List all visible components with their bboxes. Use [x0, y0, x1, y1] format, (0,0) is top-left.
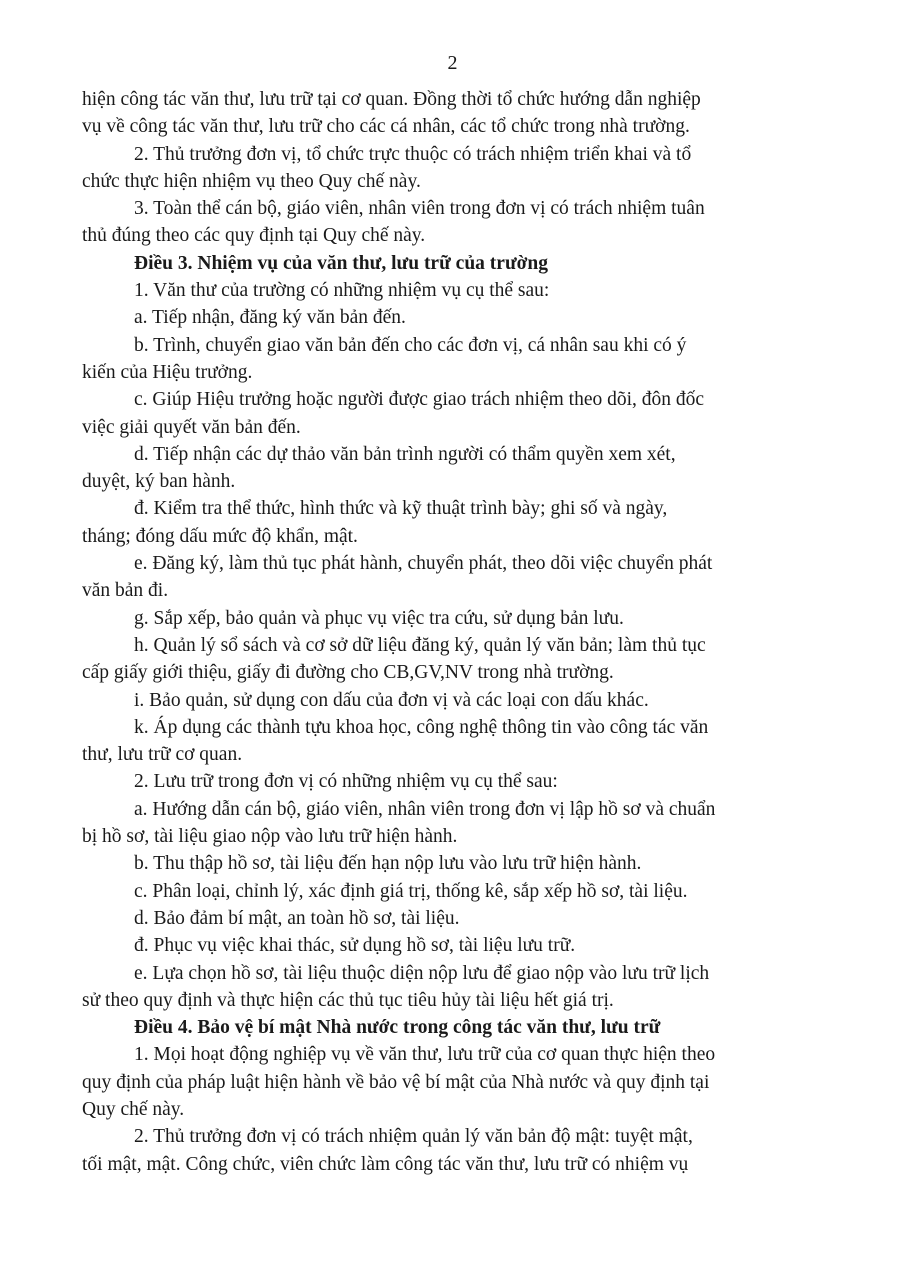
- text-line: thư, lưu trữ cơ quan.: [82, 744, 243, 766]
- text-line: cấp giấy giới thiệu, giấy đi đường cho CB,GV,NV trong nhà trường.: [82, 662, 614, 684]
- text-line: e. Lựa chọn hồ sơ, tài liệu thuộc diện nộp lưu để giao nộp vào lưu trữ lịch: [134, 962, 710, 984]
- text-line: bị hồ sơ, tài liệu giao nộp vào lưu trữ hiện hành.: [82, 826, 458, 848]
- text-line: thủ đúng theo các quy định tại Quy chế này.: [82, 225, 426, 247]
- text-line: e. Đăng ký, làm thủ tục phát hành, chuyển phát, theo dõi việc chuyển phát: [134, 553, 713, 575]
- text-line: việc giải quyết văn bản đến.: [82, 416, 301, 438]
- text-line: a. Hướng dẫn cán bộ, giáo viên, nhân viên trong đơn vị lập hồ sơ và chuẩn: [134, 798, 716, 820]
- text-line: b. Thu thập hồ sơ, tài liệu đến hạn nộp lưu vào lưu trữ hiện hành.: [134, 853, 642, 875]
- text-line: sử theo quy định và thực hiện các thủ tục tiêu hủy tài liệu hết giá trị.: [82, 989, 614, 1011]
- text-line: 1. Mọi hoạt động nghiệp vụ về văn thư, lưu trữ của cơ quan thực hiện theo: [134, 1044, 716, 1066]
- text-line: văn bản đi.: [82, 580, 169, 602]
- text-line: vụ về công tác văn thư, lưu trữ cho các cá nhân, các tổ chức trong nhà trường.: [82, 116, 690, 138]
- text-line: h. Quản lý sổ sách và cơ sở dữ liệu đăng ký, quản lý văn bản; làm thủ tục: [134, 634, 706, 656]
- text-line: chức thực hiện nhiệm vụ theo Quy chế này.: [82, 170, 421, 192]
- text-line: b. Trình, chuyển giao văn bản đến cho các đơn vị, cá nhân sau khi có ý: [134, 334, 687, 356]
- page-number: 2: [447, 52, 458, 74]
- text-line: duyệt, ký ban hành.: [82, 471, 236, 493]
- article-heading: Điều 4. Bảo vệ bí mật Nhà nước trong công tác văn thư, lưu trữ: [134, 1017, 661, 1039]
- text-line: a. Tiếp nhận, đăng ký văn bản đến.: [134, 307, 406, 329]
- text-line: d. Bảo đảm bí mật, an toàn hồ sơ, tài liệu.: [134, 907, 460, 929]
- text-line: đ. Kiểm tra thể thức, hình thức và kỹ thuật trình bày; ghi số và ngày,: [134, 498, 668, 520]
- text-line: k. Áp dụng các thành tựu khoa học, công nghệ thông tin vào công tác văn: [134, 716, 709, 738]
- text-line: g. Sắp xếp, bảo quản và phục vụ việc tra cứu, sử dụng bản lưu.: [134, 607, 624, 629]
- text-line: Quy chế này.: [82, 1098, 185, 1120]
- text-line: d. Tiếp nhận các dự thảo văn bản trình người có thẩm quyền xem xét,: [134, 443, 676, 465]
- text-line: 2. Thủ trưởng đơn vị có trách nhiệm quản lý văn bản độ mật: tuyệt mật,: [134, 1126, 693, 1148]
- text-line: hiện công tác văn thư, lưu trữ tại cơ quan. Đồng thời tổ chức hướng dẫn nghiệp: [82, 89, 701, 110]
- text-line: i. Bảo quản, sử dụng con dấu của đơn vị và các loại con dấu khác.: [134, 689, 649, 711]
- text-line: 3. Toàn thể cán bộ, giáo viên, nhân viên trong đơn vị có trách nhiệm tuân: [134, 198, 705, 220]
- document-body: [82, 86, 782, 1178]
- text-line: 2. Thủ trưởng đơn vị, tổ chức trực thuộc có trách nhiệm triển khai và tổ: [134, 143, 692, 165]
- text-line: c. Phân loại, chỉnh lý, xác định giá trị, thống kê, sắp xếp hồ sơ, tài liệu.: [134, 880, 688, 902]
- text-line: quy định của pháp luật hiện hành về bảo vệ bí mật của Nhà nước và quy định tại: [82, 1071, 710, 1093]
- text-line: kiến của Hiệu trưởng.: [82, 361, 253, 383]
- text-line: 2. Lưu trữ trong đơn vị có những nhiệm vụ cụ thể sau:: [134, 771, 558, 793]
- text-line: tháng; đóng dấu mức độ khẩn, mật.: [82, 525, 358, 547]
- text-line: c. Giúp Hiệu trưởng hoặc người được giao trách nhiệm theo dõi, đôn đốc: [134, 389, 705, 411]
- text-line: tối mật, mật. Công chức, viên chức làm công tác văn thư, lưu trữ có nhiệm vụ: [82, 1153, 689, 1175]
- text-line: đ. Phục vụ việc khai thác, sử dụng hồ sơ, tài liệu lưu trữ.: [134, 935, 576, 957]
- text-line: 1. Văn thư của trường có những nhiệm vụ cụ thể sau:: [134, 280, 550, 302]
- article-heading: Điều 3. Nhiệm vụ của văn thư, lưu trữ của trường: [134, 252, 549, 274]
